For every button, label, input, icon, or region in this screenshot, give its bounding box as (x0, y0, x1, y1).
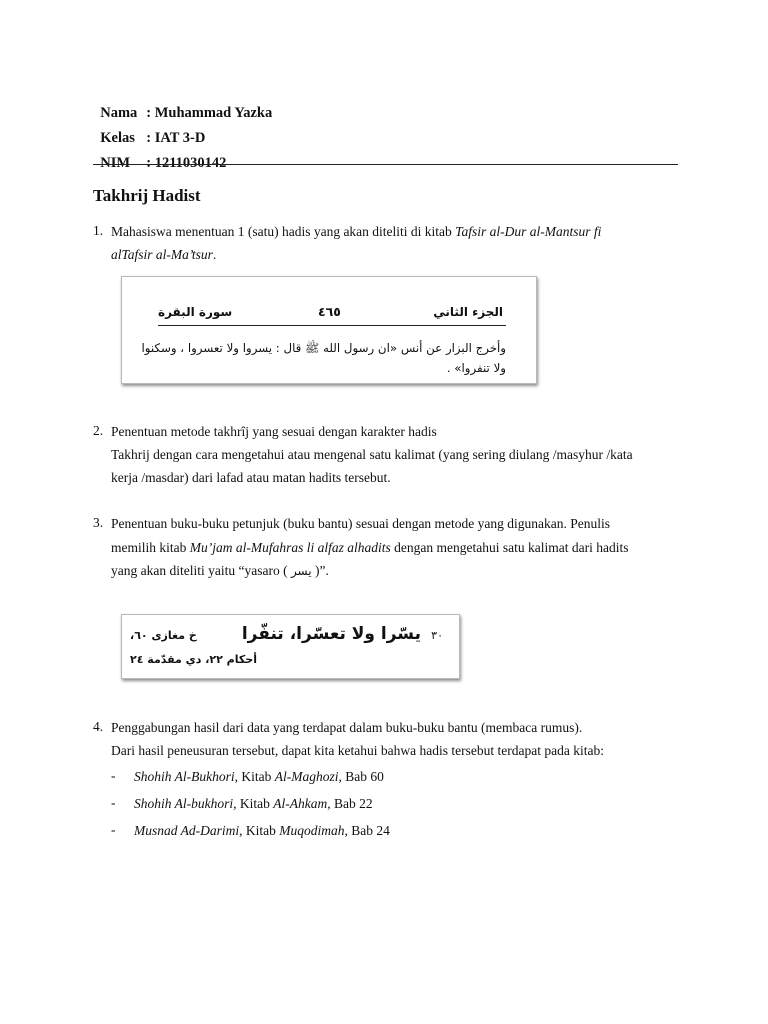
bab-number: , Bab 24 (344, 823, 390, 838)
step3-text: memilih kitab (111, 540, 190, 555)
step3-text-cont: dengan mengetahui satu kalimat dari hadits (390, 540, 629, 555)
kitab-label: Kitab (236, 796, 274, 811)
scan2-entry-text: يسّرا ولا تعسّرا، تنفّرا (241, 624, 421, 644)
list-bullet: - (111, 822, 116, 837)
scan2-ref-line1: خ مغازى ٦٠، (130, 629, 197, 642)
step3-line1: Penentuan buku-buku petunjuk (buku bantu) sesuai dengan metode yang digunakan. Penulis (111, 516, 611, 531)
kitab-label: Kitab (242, 823, 280, 838)
step1-line1 (111, 223, 601, 241)
list-bullet: - (111, 768, 116, 783)
scan-mujam-entry (121, 614, 460, 679)
name-value: : Muhammad Yazka (146, 105, 273, 121)
nim-row (93, 138, 226, 172)
bab-number: Bab 60 (341, 769, 384, 784)
list-item (134, 795, 373, 813)
step2-line1: Penentuan metode takhrîj yang sesuai dengan karakter hadis (111, 424, 437, 439)
nim-label: NIM (100, 155, 131, 171)
list-bullet: - (111, 795, 116, 810)
name-label: Nama (100, 105, 138, 121)
scan2-entry-number: ٣٠ (431, 629, 443, 642)
step3-line3 (111, 562, 329, 580)
list-item (134, 768, 384, 786)
class-label: Kelas (100, 130, 135, 146)
scan1-hadith-line2: ولا تنفروا» . (446, 361, 506, 375)
kitab-label: , Kitab (234, 769, 275, 784)
step1-period: . (212, 247, 217, 262)
scan1-header-rule (158, 325, 506, 326)
page-title: Takhrij Hadist (93, 186, 201, 205)
kitab-name: Al-Maghozi, (274, 769, 342, 784)
list-item (134, 822, 390, 840)
step3-line2 (111, 539, 628, 557)
step1-text: Mahasiswa menentuan 1 (satu) hadis yang akan diteliti di kitab (111, 224, 456, 239)
kitab-name: Al-Ahkam, (273, 796, 331, 811)
scan2-ref-line2: أحكام ٢٢، دي مقدّمة ٢٤ (130, 653, 257, 666)
step2-number: 2. (93, 423, 104, 438)
step1-book-title: Tafsir al-Dur al-Mantsur fi (455, 224, 602, 239)
scan1-hadith-line1: وأخرج البزار عن أنس «ان رسول الله ﷺ قال : يسروا ولا تعسروا ، وسكنوا (141, 341, 506, 355)
scan1-page-number: ٤٦٥ (318, 304, 341, 319)
book-name: Musnad Ad-Darimi, (134, 823, 243, 838)
scan-tafsir-page (121, 276, 537, 384)
step1-number: 1. (93, 223, 104, 238)
step2-line3: kerja /masdar) dari lafad atau matan hadits tersebut. (111, 470, 391, 485)
book-name: Shohih Al-Bukhori (134, 769, 235, 784)
step3-number: 3. (93, 515, 104, 530)
step4-line2: Dari hasil peneusuran tersebut, dapat kita ketahui bahwa hadis tersebut terdapat pada kitab: (111, 743, 604, 758)
step4-number: 4. (93, 719, 104, 734)
class-value: : IAT 3-D (146, 130, 206, 146)
scan1-right-header: الجزء الثاني (433, 305, 503, 319)
step3-keyword-intro: yang akan diteliti yaitu “yasaro ( (111, 563, 291, 578)
step2-line2: Takhrij dengan cara mengetahui atau mengenal satu kalimat (yang sering diulang /masyhur /kata (111, 447, 633, 462)
step4-line1: Penggabungan hasil dari data yang terdapat dalam buku-buku bantu (membaca rumus). (111, 720, 583, 735)
step1-book-title-cont: alTafsir al-Ma’tsur (111, 247, 213, 262)
kitab-name: Muqodimah (279, 823, 345, 838)
scan1-left-header: سورة البقرة (158, 305, 233, 319)
bab-number: Bab 22 (330, 796, 373, 811)
book-name: Shohih Al-bukhori, (134, 796, 237, 811)
step3-book-title: Mu’jam al-Mufahras li alfaz alhadits (189, 540, 391, 555)
step1-line2 (111, 246, 216, 264)
header-divider (93, 164, 678, 165)
step3-keyword-close: )”. (311, 563, 329, 578)
step3-arabic-keyword: يسر (290, 564, 312, 578)
nim-value: : 1211030142 (146, 155, 227, 171)
